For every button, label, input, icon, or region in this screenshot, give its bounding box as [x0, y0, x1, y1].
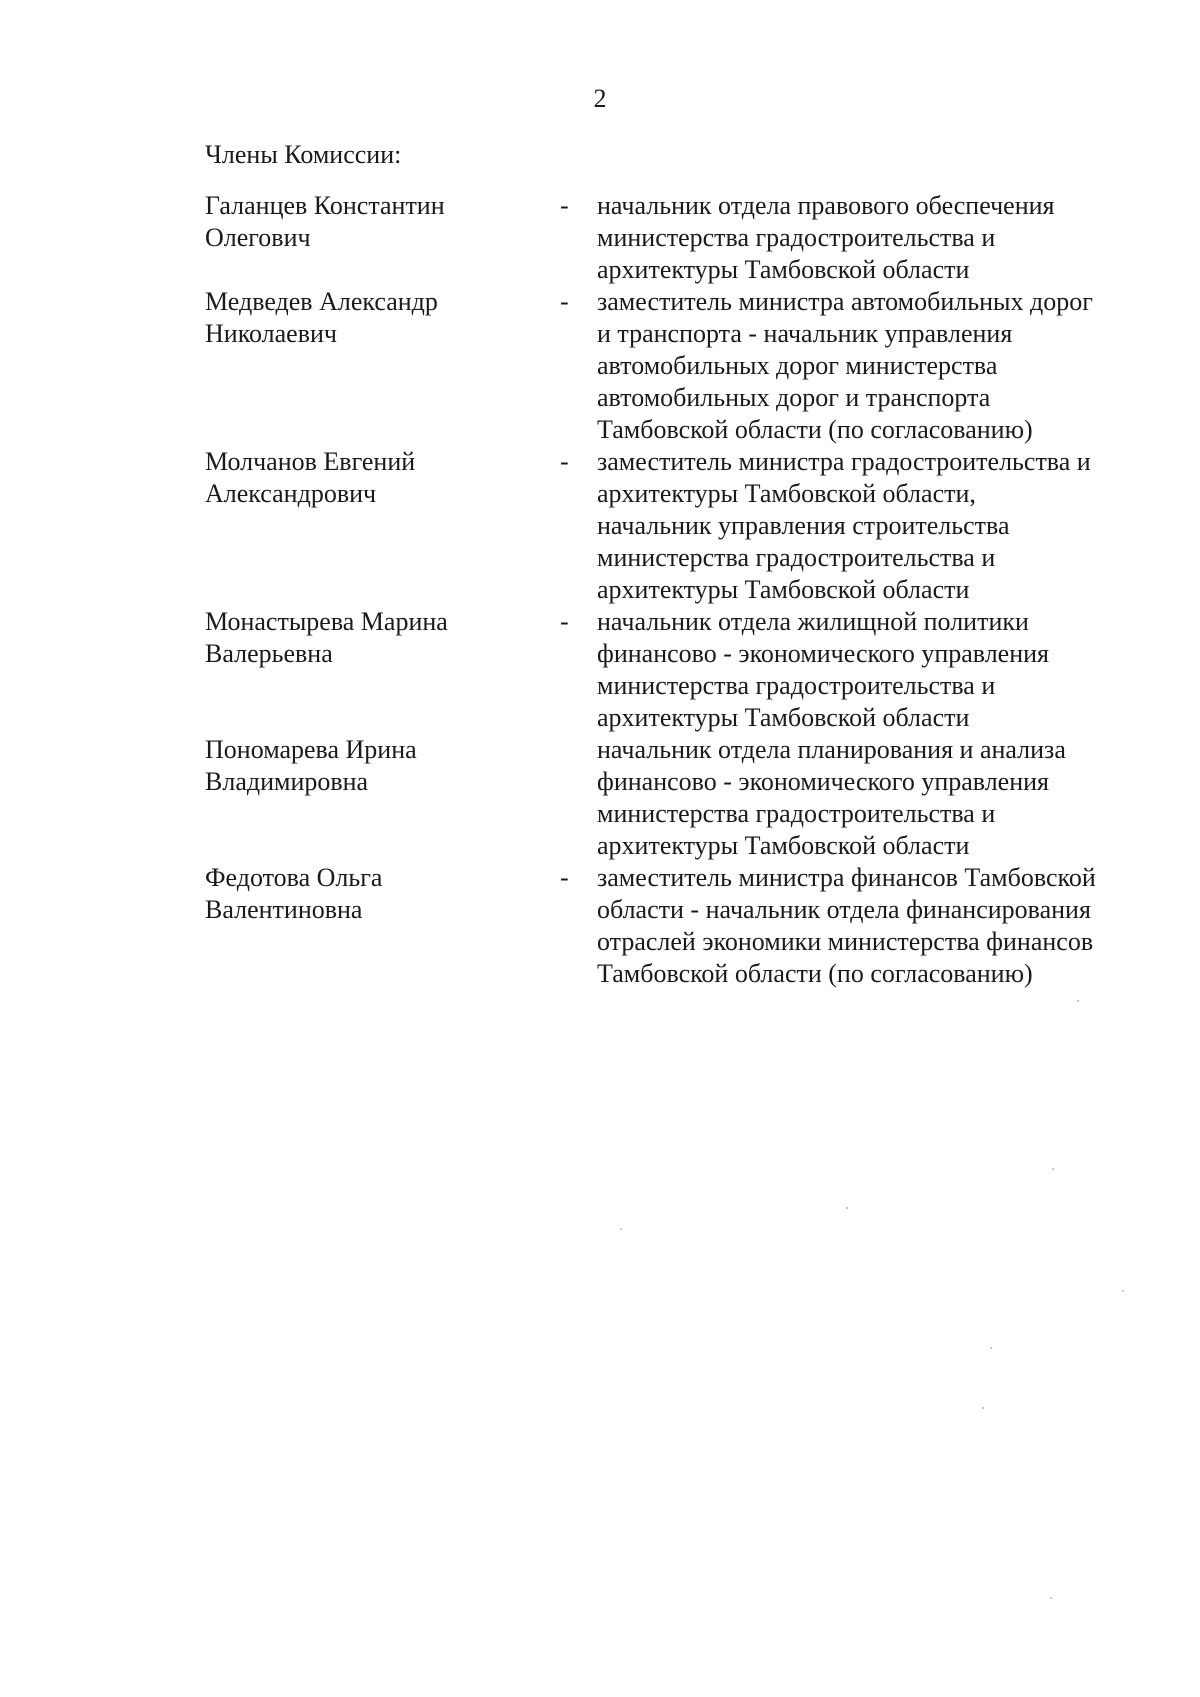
member-entry [205, 606, 1165, 734]
member-dash: - [560, 607, 569, 636]
scan-speck [1077, 1000, 1079, 1002]
member-name: Медведев Александр Николаевич [205, 287, 438, 348]
member-dash: - [560, 191, 569, 220]
scan-speck [1052, 1168, 1054, 1170]
member-position: начальник отдела жилищной политики финансово - экономического управления министерства градостроительства и архитектуры Тамбовской области [597, 607, 1050, 732]
scan-speck [846, 1207, 848, 1209]
member-entry [205, 734, 1165, 862]
member-position: начальник отдела планирования и анализа финансово - экономического управления министерства градостроительства и архитектуры Тамбовской области [597, 735, 1066, 860]
member-entry [205, 862, 1165, 990]
member-dash: - [560, 287, 569, 316]
members-list [205, 190, 1165, 990]
member-position: заместитель министра автомобильных дорог и транспорта - начальник управления автомобильных дорог министерства автомобильных дорог и транспорта Тамбовской области (по согласованию) [597, 287, 1093, 444]
page-number: 2 [593, 84, 607, 113]
member-entry [205, 190, 1165, 286]
scan-speck [1122, 1290, 1124, 1292]
scan-speck [982, 1407, 984, 1409]
member-position: заместитель министра финансов Тамбовской области - начальник отдела финансирования отраслей экономики министерства финансов Тамбовской области (по согласованию) [597, 863, 1096, 988]
member-name: Пономарева Ирина Владимировна [205, 735, 417, 796]
member-dash: - [560, 447, 569, 476]
member-name: Галанцев Константин Олегович [205, 191, 445, 252]
scan-speck [620, 1228, 622, 1230]
scan-speck [990, 1347, 992, 1349]
scan-speck [1050, 1597, 1052, 1599]
member-position: начальник отдела правового обеспечения министерства градостроительства и архитектуры Тамбовской области [597, 191, 1055, 284]
member-name: Монастырева Марина Валерьевна [205, 607, 448, 668]
member-position: заместитель министра градостроительства и архитектуры Тамбовской области, начальник управления строительства министерства градостроительства и архитектуры Тамбовской области [597, 447, 1091, 604]
member-dash: - [560, 863, 569, 892]
member-name: Федотова Ольга Валентиновна [205, 863, 383, 924]
member-name: Молчанов Евгений Александрович [205, 447, 416, 508]
member-entry [205, 286, 1165, 446]
section-heading: Члены Комиссии: [205, 140, 402, 169]
member-entry [205, 446, 1165, 606]
